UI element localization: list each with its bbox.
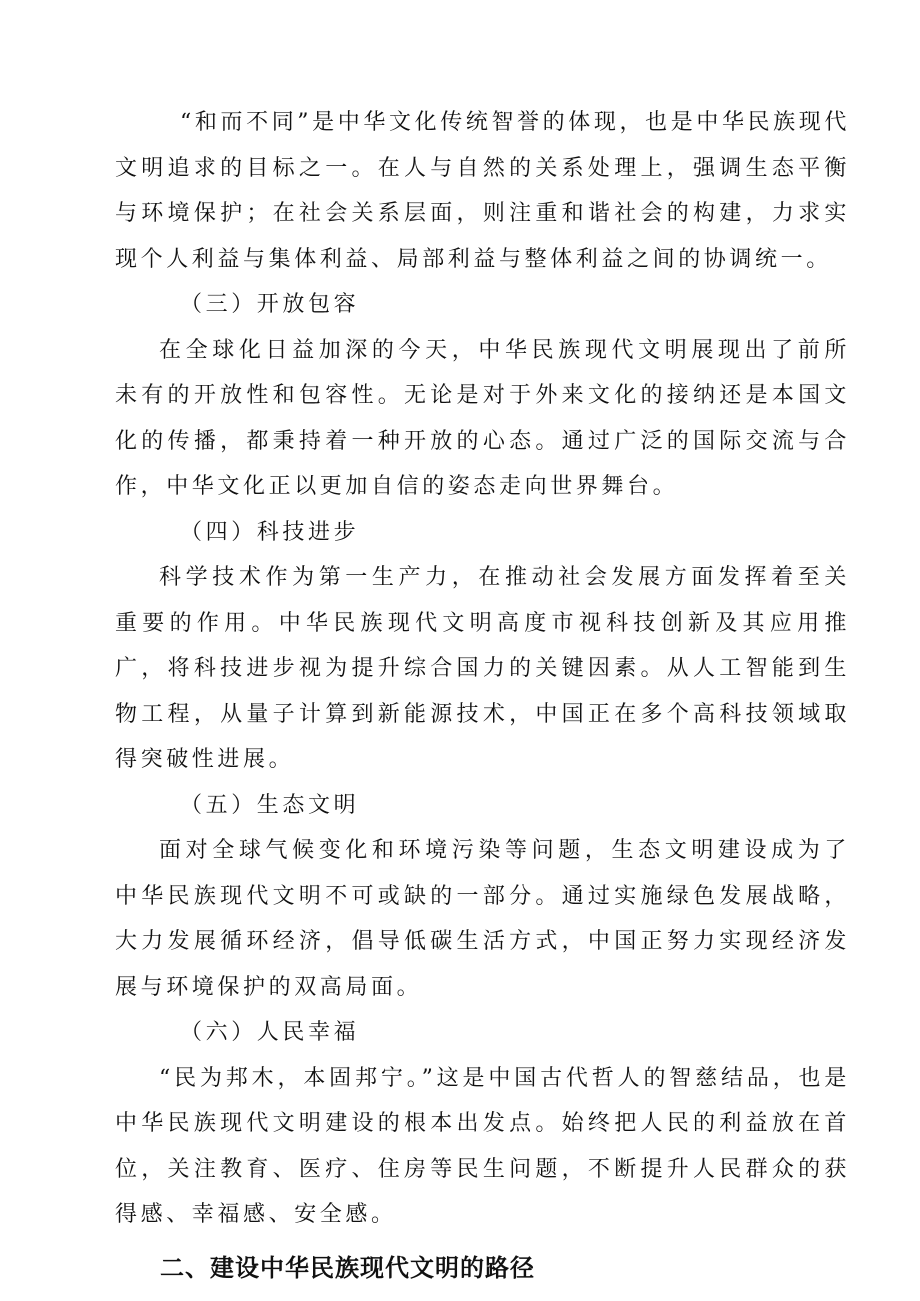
document-body <box>115 100 850 1291</box>
subheading-technology: （四）科技进步 <box>180 519 360 545</box>
paragraph-harmony: “和而不同”是中华文化传统智誉的体现，也是中华民族现代文明追求的目标之一。在人与自然的关系处理上，强调生态平衡与环境保护；在社会关系层面，则注重和谐社会的构建，力求实现个人利益与集体利益、局部利益与整体利益之间的协调统一。 <box>115 110 850 272</box>
paragraph-technology: 科学技术作为第一生产力，在推动社会发展方面发挥着至关重要的作用。中华民族现代文明高度市视科技创新及其应用推广，将科技进步视为提升综合国力的关键因素。从人工智能到生物工程，从量子计算到新能源技术，中国正在多个高科技领域取得突破性进展。 <box>115 565 850 772</box>
subheading-openness: （三）开放包容 <box>180 292 360 317</box>
section-heading-path: 二、建设中华民族现代文明的路径 <box>160 1253 535 1282</box>
paragraph-happiness: “民为邦木，本固邦宁。”这是中国古代哲人的智慈结品，也是中华民族现代文明建设的根本出发点。始终把人民的利益放在首位，关注教育、医疗、住房等民生问题，不断提升人民群众的获得感、幸福感、安全感。 <box>115 1065 850 1227</box>
subheading-happiness: （六）人民幸福 <box>180 1020 360 1045</box>
paragraph-ecology: 面对全球气候变化和环境污染等问题，生态文明建设成为了中华民族现代文明不可或缺的一部分。通过实施绿色发展战略，大力发展循环经济，倡导低碳生活方式，中国正努力实现经济发展与环境保护的双高局面。 <box>115 838 850 1000</box>
subheading-ecology: （五）生态文明 <box>180 792 360 818</box>
paragraph-openness: 在全球化日益加深的今天，中华民族现代文明展现出了前所未有的开放性和包容性。无论是对于外来文化的接纳还是本国文化的传播，都秉持着一种开放的心态。通过广泛的国际交流与合作，中华文化正以更加自信的姿态走向世界舞台。 <box>115 337 850 499</box>
